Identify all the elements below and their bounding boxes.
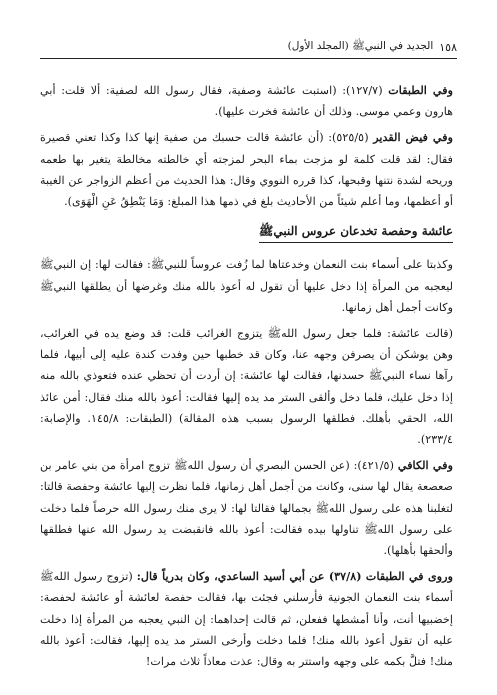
- paragraph-lead: وفي الكافي: [397, 458, 453, 473]
- paragraph-text: (تزوج رسول اللهﷺ أسماء بنت النعمان الجونية فأرسلني فجئت بها، فقالت حفصة لعائشة أو عائشة لحفصة: إخضبيها أنت، وأنا أمشطها ففعلن، ثم قالت إحداهما: إن النبي يعجبه من المرأة إذا دخلت عليه أن تقول أعوذ بالله منك! فلما دخلت وأرخى الستر مد يده إليها، فقالت: أعوذ بالله منك! فتلَّ بكمه على وجهه واستتر به وقال: عذت معاذاً ثلاث مرات!: [40, 570, 453, 669]
- paragraph-kafi: [40, 455, 453, 561]
- section-heading: [40, 221, 453, 242]
- paragraph-fayd-alqadir: [40, 127, 453, 212]
- paragraph-lead: وروى في الطبقات (٣٧/٨) عن أبي أسيد الساعدي، وكان بدرياً قال:: [136, 569, 453, 584]
- paragraph-text: (١٢٧/٧): (استبت عائشة وصفية، فقال رسول الله لصفية: ألا قلت: أبي هارون وعمي موسى. وذلك أن عائشة فخرت عليها).: [40, 84, 453, 119]
- page-header: [40, 36, 457, 58]
- paragraph-asma-story: [40, 254, 453, 318]
- paragraph-text: وكذبتا على أسماء بنت النعمان وخدعتاها لما زُفت عروساً للنبيﷺ: فقالت لها: إن النبيﷺ ليعجبه من المرأة إذا دخل عليها أن تقول له أعوذ بالله منك وغرضها أن يطلقها النبيﷺ وكانت أجمل أهل زمانها.: [40, 258, 453, 314]
- paragraph-text: (٥٢٥/٥): (أن عائشة قالت حسبك من صفية إنها كذا وكذا تعني قصيرة فقال: لقد قلت كلمة لو مزجت بماء البحر لمزجته أي خالطته مخالطة يتغير بها طعمه وريحه لشدة نتنها وقبحها، كذا قرره النووي وقال: هذا الحديث من أعظم الزواجر عن الغيبة أو أعظمها، وما أعلم شيئاً من الأحاديث بلغ في ذمها هذا المبلغ: وَمَا يَنْطِقُ عَنِ الْهَوَى).: [40, 131, 453, 209]
- header-divider: [40, 58, 457, 59]
- paragraph-lead: وفي الطبقات: [388, 83, 454, 97]
- paragraph-text: (٤٢١/٥): (عن الحسن البصري أن رسول اللهﷺ تزوج امرأة من بني عامر بن صعصعة يقال لها سنى، وكانت من أجمل أهل زمانها، فلما نظرت إليها عائشة وحفصة قالتا: لتغلبنا هذه على رسول اللهﷺ بجمالها فقالتا لها: لا يرى منك رسول الله حرصاً فلما دخلت على رسول اللهﷺ تناولها بيده فقالت: أعوذ بالله فانقبضت يد رسول الله عنها فطلقها وألحقها بأهلها).: [40, 459, 453, 558]
- paragraph-tabaqat: [40, 80, 453, 122]
- running-title: الجديد في النبيﷺ (المجلد الأول): [287, 39, 434, 52]
- paragraph-lead: وفي فيض القدير: [373, 130, 454, 145]
- paragraph-aisha-quote: [40, 323, 453, 450]
- paragraph-abu-usayd: [40, 566, 453, 672]
- section-heading-text: عائشة وحفصة تخدعان عروس النبيﷺ: [259, 224, 453, 243]
- page-number: ١٥٨: [439, 40, 457, 54]
- paragraph-text: (قالت عائشة: فلما جعل رسول اللهﷺ يتزوج الغرائب قلت: قد وضع يده في الغرائب، وهن يوشكن أن يصرفن وجهه عنا، وكان قد خطبها حين وفدت كندة عليه إلى أبيها، فلما رآها نساء النبيﷺ حسدنها، فقالت لها عائشة: إن أردت أن تحظي عنده فتعوذي بالله منه إذا دخل عليك، فلما دخل وألقى الستر مد يده إليها فقالت: أعوذ بالله منك فقال: أمن عائذ الله، الحقي بأهلك. فطلقها الرسول بسبب هذه المقالة) (الطبقات: ١٤٥/٨. والإصابة: ٢٣٣/٤).: [40, 327, 453, 447]
- page-body: [40, 80, 453, 675]
